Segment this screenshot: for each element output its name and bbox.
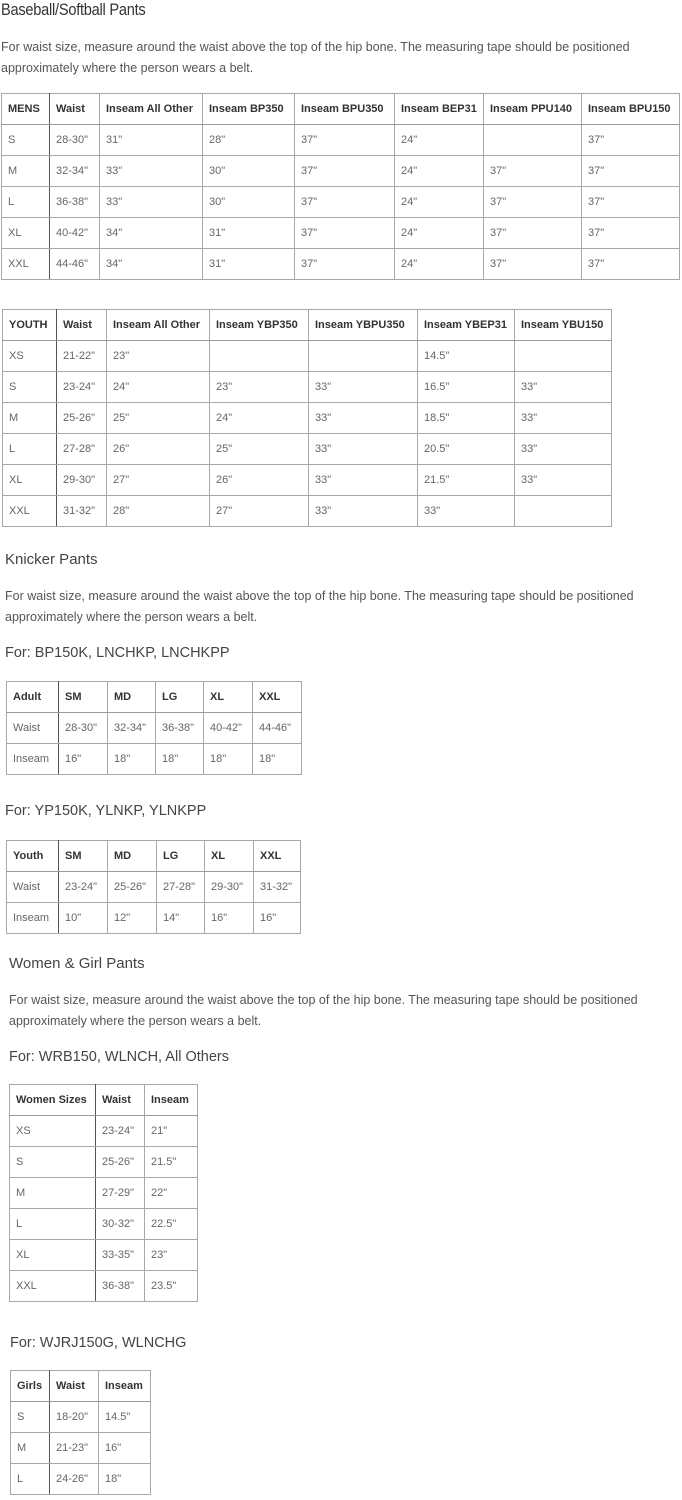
table-cell: 36-38" [156,713,204,744]
table-cell: 27-28" [157,872,205,903]
row-label-cell: XS [10,1116,96,1147]
table-cell [484,125,582,156]
column-header: Waist [50,94,100,125]
table-cell: 24" [107,372,210,403]
row-label-cell: XXL [2,249,50,280]
table-cell: 30-32" [96,1209,145,1240]
table-cell: 24" [395,156,484,187]
column-header: Inseam BPU350 [295,94,395,125]
column-header: Women Sizes [10,1085,96,1116]
table-row [2,218,680,249]
table-cell: 26" [210,465,309,496]
table-row [11,1402,151,1433]
table-cell: 21-22" [57,341,107,372]
mens-size-table [1,93,680,280]
table-cell: 27" [107,465,210,496]
table-cell: 18" [204,744,253,775]
table-row [3,341,612,372]
table-cell: 33-35" [96,1240,145,1271]
table-cell: 31" [100,125,203,156]
table-row [7,713,302,744]
table-row [3,496,612,527]
table-cell: 32-34" [50,156,100,187]
row-label-cell: XL [3,465,57,496]
column-header: Adult [7,682,59,713]
table-cell: 27" [210,496,309,527]
girls-models: For: WJRJ150G, WLNCHG [10,1335,187,1351]
table-cell: 28-30" [50,125,100,156]
table-cell: 25-26" [108,872,157,903]
column-header: Inseam BPU150 [582,94,680,125]
table-cell: 18-20" [50,1402,99,1433]
girls-size-table [10,1370,151,1495]
baseball-description: For waist size, measure around the waist above the top of the hip bone. The measuring tape should be positioned approximately where the person wears a belt. [1,40,630,75]
table-cell: 33" [100,156,203,187]
column-header: LG [156,682,204,713]
row-label-cell: S [11,1402,50,1433]
table-cell: 21.5" [145,1147,198,1178]
table-cell: 37" [295,156,395,187]
row-label-cell: XL [2,218,50,249]
column-header: Inseam All Other [100,94,203,125]
table-cell: 22.5" [145,1209,198,1240]
table-row [7,903,301,934]
column-header: Inseam PPU140 [484,94,582,125]
table-cell [309,341,418,372]
table-cell [515,496,612,527]
women-description: For waist size, measure around the waist above the top of the hip bone. The measuring tape should be positioned approximately where the person wears a belt. [9,993,638,1028]
column-header: Inseam All Other [107,310,210,341]
row-label-cell: XXL [3,496,57,527]
column-header: Inseam YBPU350 [309,310,418,341]
page-title: Baseball/Softball Pants [1,0,146,19]
table-cell: 37" [582,125,680,156]
column-header: Inseam BP350 [203,94,295,125]
knicker-youth-models: For: YP150K, YLNKP, YLNKPP [5,803,207,819]
table-cell: 24-26" [50,1464,99,1495]
table-cell: 29-30" [205,872,254,903]
table-cell: 27-29" [96,1178,145,1209]
table-cell: 26" [107,434,210,465]
table-cell: 21-23" [50,1433,99,1464]
row-label-cell: L [10,1209,96,1240]
table-cell: 25-26" [57,403,107,434]
table-cell: 24" [395,187,484,218]
row-label-cell: Waist [7,872,59,903]
table-row [10,1116,198,1147]
table-header-row [3,310,612,341]
column-header: Inseam BEP31 [395,94,484,125]
row-label-cell: M [10,1178,96,1209]
row-label-cell: S [10,1147,96,1178]
table-cell: 24" [395,249,484,280]
row-label-cell: S [3,372,57,403]
table-cell: 20.5" [418,434,515,465]
table-header-row [7,682,302,713]
knicker-description: For waist size, measure around the waist above the top of the hip bone. The measuring tape should be positioned approximately where the person wears a belt. [5,589,634,624]
table-cell: 16" [205,903,254,934]
table-cell: 23" [210,372,309,403]
row-label-cell: Inseam [7,744,59,775]
knicker-adult-models: For: BP150K, LNCHKP, LNCHKPP [5,645,230,661]
column-header: MD [108,682,156,713]
table-cell: 33" [418,496,515,527]
table-cell: 28-30" [59,713,108,744]
table-row [10,1178,198,1209]
table-cell: 25-26" [96,1147,145,1178]
column-header: XL [205,841,254,872]
table-cell: 18" [253,744,302,775]
table-cell: 25" [107,403,210,434]
column-header: SM [59,841,108,872]
table-cell: 10" [59,903,108,934]
table-cell: 18.5" [418,403,515,434]
women-section-title: Women & Girl Pants [9,955,145,972]
row-label-cell: Inseam [7,903,59,934]
table-cell [210,341,309,372]
table-cell: 37" [295,249,395,280]
table-header-row [2,94,680,125]
table-row [3,434,612,465]
table-header-row [7,841,301,872]
knicker-adult-table [6,681,302,775]
table-cell: 33" [100,187,203,218]
column-header: Girls [11,1371,50,1402]
table-cell: 44-46" [50,249,100,280]
column-header: XXL [254,841,301,872]
women-models: For: WRB150, WLNCH, All Others [9,1049,229,1065]
table-row [2,156,680,187]
row-label-cell: M [2,156,50,187]
column-header: Waist [57,310,107,341]
table-header-row [10,1085,198,1116]
table-cell: 44-46" [253,713,302,744]
column-header: XL [204,682,253,713]
table-cell: 40-42" [204,713,253,744]
table-cell: 28" [203,125,295,156]
table-cell: 37" [295,218,395,249]
column-header: Inseam YBEP31 [418,310,515,341]
table-cell: 33" [309,496,418,527]
table-cell: 37" [484,187,582,218]
table-cell: 33" [515,465,612,496]
column-header: XXL [253,682,302,713]
table-cell: 31-32" [254,872,301,903]
table-cell: 24" [210,403,309,434]
table-cell: 23" [145,1240,198,1271]
table-cell: 36-38" [50,187,100,218]
row-label-cell: L [3,434,57,465]
youth-size-table [2,309,612,527]
table-cell: 37" [582,187,680,218]
knicker-youth-table [6,840,301,934]
table-row [3,465,612,496]
table-cell: 23-24" [96,1116,145,1147]
column-header: Inseam [145,1085,198,1116]
table-cell: 31" [203,249,295,280]
table-cell: 16" [99,1433,151,1464]
table-row [10,1240,198,1271]
table-cell: 18" [156,744,204,775]
table-row [2,125,680,156]
row-label-cell: L [11,1464,50,1495]
table-cell: 37" [484,218,582,249]
table-cell: 29-30" [57,465,107,496]
column-header: Inseam [99,1371,151,1402]
column-header: Waist [96,1085,145,1116]
table-cell: 30" [203,187,295,218]
column-header: Inseam YBP350 [210,310,309,341]
table-cell: 34" [100,249,203,280]
row-label-cell: M [11,1433,50,1464]
table-cell: 37" [484,156,582,187]
column-header: YOUTH [3,310,57,341]
table-cell: 37" [295,125,395,156]
row-label-cell: M [3,403,57,434]
table-cell: 31" [203,218,295,249]
table-row [3,403,612,434]
table-cell: 24" [395,218,484,249]
table-row [11,1433,151,1464]
table-cell: 22" [145,1178,198,1209]
table-row [2,187,680,218]
knicker-section-title: Knicker Pants [5,551,98,568]
table-row [10,1147,198,1178]
table-cell: 37" [582,249,680,280]
table-row [2,249,680,280]
table-cell: 27-28" [57,434,107,465]
column-header: LG [157,841,205,872]
table-cell: 23-24" [57,372,107,403]
table-cell: 23-24" [59,872,108,903]
table-row [10,1209,198,1240]
table-cell: 33" [515,434,612,465]
table-cell: 23" [107,341,210,372]
row-label-cell: XS [3,341,57,372]
row-label-cell: Waist [7,713,59,744]
row-label-cell: XL [10,1240,96,1271]
table-cell: 21" [145,1116,198,1147]
table-cell: 16" [254,903,301,934]
table-cell: 14.5" [418,341,515,372]
row-label-cell: L [2,187,50,218]
table-cell: 24" [395,125,484,156]
table-cell: 37" [295,187,395,218]
column-header: MD [108,841,157,872]
row-label-cell: S [2,125,50,156]
table-cell: 34" [100,218,203,249]
table-cell: 12" [108,903,157,934]
column-header: Waist [50,1371,99,1402]
table-cell: 14" [157,903,205,934]
table-cell: 25" [210,434,309,465]
table-cell: 18" [99,1464,151,1495]
table-header-row [11,1371,151,1402]
table-cell: 36-38" [96,1271,145,1302]
table-row [7,744,302,775]
table-cell: 37" [582,218,680,249]
column-header: Inseam YBU150 [515,310,612,341]
table-cell: 23.5" [145,1271,198,1302]
table-cell: 14.5" [99,1402,151,1433]
table-cell: 33" [309,434,418,465]
table-cell: 33" [309,465,418,496]
table-cell: 28" [107,496,210,527]
table-cell: 18" [108,744,156,775]
column-header: MENS [2,94,50,125]
table-cell: 33" [309,403,418,434]
table-cell: 40-42" [50,218,100,249]
table-cell: 21.5" [418,465,515,496]
table-row [11,1464,151,1495]
column-header: Youth [7,841,59,872]
table-cell: 37" [582,156,680,187]
table-row [10,1271,198,1302]
table-cell: 33" [309,372,418,403]
table-cell: 16.5" [418,372,515,403]
column-header: SM [59,682,108,713]
table-cell: 37" [484,249,582,280]
row-label-cell: XXL [10,1271,96,1302]
table-cell: 33" [515,372,612,403]
table-cell [515,341,612,372]
table-cell: 31-32" [57,496,107,527]
table-row [3,372,612,403]
table-cell: 33" [515,403,612,434]
table-cell: 30" [203,156,295,187]
women-size-table [9,1084,198,1302]
table-cell: 32-34" [108,713,156,744]
table-row [7,872,301,903]
table-cell: 16" [59,744,108,775]
